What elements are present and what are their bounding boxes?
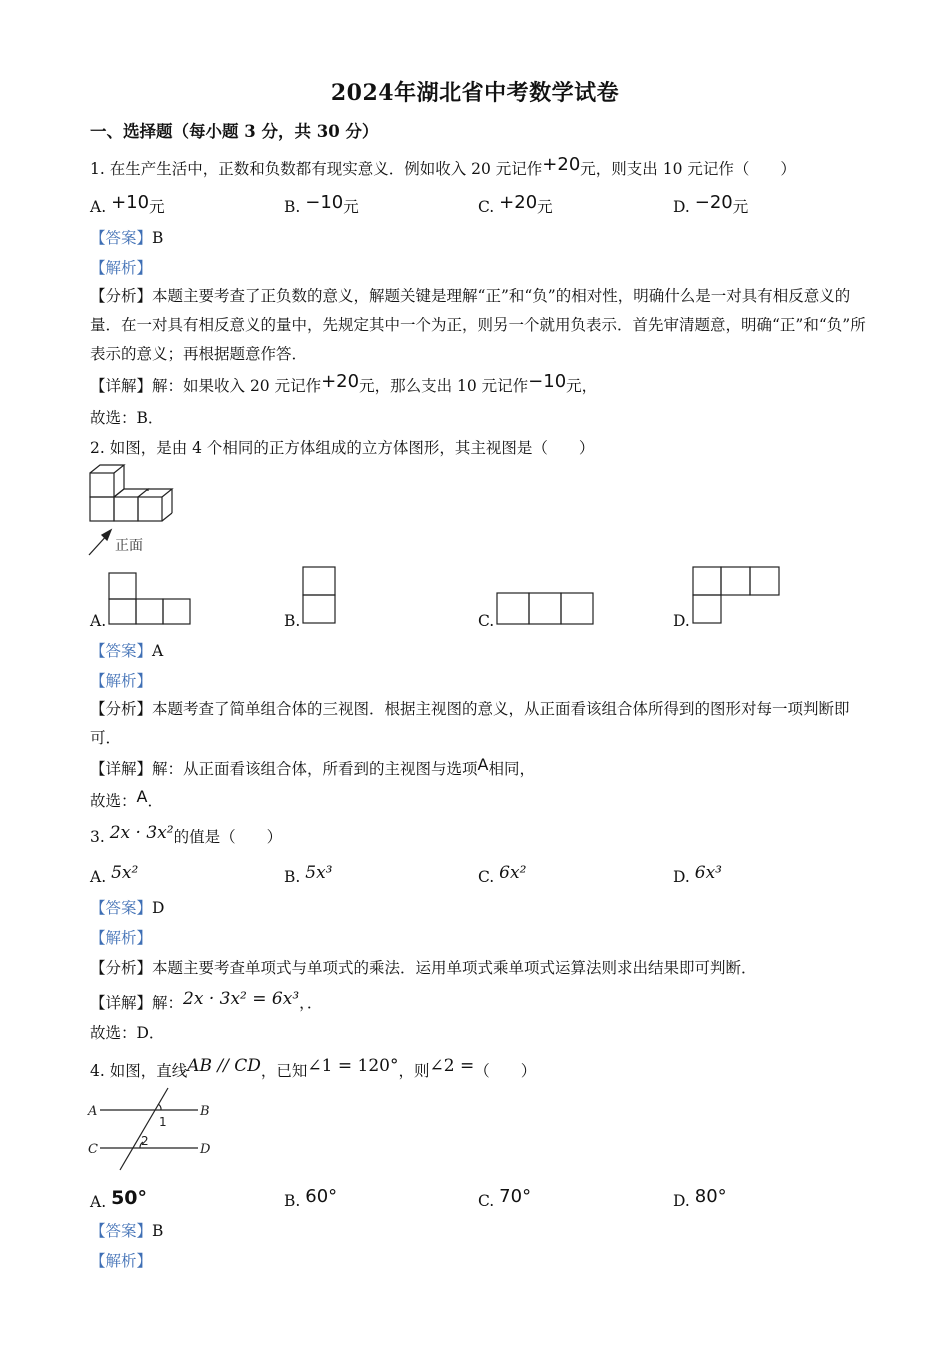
- question-3-stem: 3. 2x · 3x²的值是（ ）: [90, 823, 283, 846]
- q2-option-b-figure: [302, 565, 342, 627]
- math-expression: +20: [542, 154, 581, 175]
- question-2-stem: 2. 如图，是由 4 个相同的正方体组成的立方体图形，其主视图是（ ）: [90, 439, 595, 457]
- q1-analysis-tag: 【解析】: [90, 259, 153, 277]
- q2-option-c-label: C.: [478, 612, 495, 630]
- q1-choose: 故选：B．: [90, 409, 164, 427]
- question-4-stem: 4. 如图，直线AB // CD，已知∠1 = 120°，则∠2 =（ ）: [90, 1056, 537, 1080]
- q2-option-a-label: A.: [90, 612, 107, 630]
- q1-option-c: C. +20元: [478, 192, 553, 216]
- q3-analysis-tag: 【解析】: [90, 929, 153, 947]
- label-a: A: [88, 1104, 98, 1119]
- q4-option-d: D. 80°: [673, 1186, 727, 1210]
- q1-answer: 【答案】B: [90, 229, 164, 247]
- q1-xiangjie: 【详解】解：如果收入 20 元记作+20元，那么支出 10 元记作−10元，: [90, 371, 598, 395]
- q1-option-b: B. −10元: [284, 192, 359, 216]
- q2-xiangjie: 【详解】解：从正面看该组合体，所看到的主视图与选项A相同，: [90, 755, 535, 778]
- q2-option-b-label: B.: [284, 612, 301, 630]
- q2-answer: 【答案】A: [90, 642, 164, 660]
- angle-2-label: 2: [141, 1134, 149, 1148]
- q4-answer: 【答案】B: [90, 1222, 164, 1240]
- q2-option-d-label: D.: [673, 612, 690, 630]
- q2-fenxi: 【分析】本题考查了简单组合体的三视图．根据主视图的意义，从正面看该组合体所得到的图形对每一项判断即可．: [90, 700, 850, 747]
- q1-option-a: A. +10元: [90, 192, 165, 216]
- q3-fenxi: 【分析】本题主要考查单项式与单项式的乘法．运用单项式乘单项式运算法则求出结果即可判断．: [90, 959, 757, 977]
- q2-option-a-figure: [108, 570, 198, 630]
- page-title: 2024年湖北省中考数学试卷: [330, 80, 620, 106]
- q3-choose: 故选：D．: [90, 1024, 165, 1042]
- label-b: B: [200, 1104, 210, 1119]
- q4-option-a: A. 50°: [90, 1187, 148, 1211]
- front-label: 正面: [115, 538, 143, 554]
- q4-option-c: C. 70°: [478, 1186, 532, 1210]
- label-d: D: [200, 1142, 211, 1157]
- q2-option-d-figure: [692, 565, 782, 627]
- q4-analysis-tag: 【解析】: [90, 1252, 153, 1270]
- q3-answer: 【答案】D: [90, 899, 165, 917]
- question-1-stem: 1. 在生产生活中，正数和负数都有现实意义．例如收入 20 元记作+20元，则支出 10 元记作（ ）: [90, 154, 796, 178]
- q1-fenxi: 【分析】本题主要考查了正负数的意义，解题关键是理解“正”和“负”的相对性，明确什么是一对具有相反意义的量．在一对具有相反意义的量中，先规定其中一个为正，则另一个就用负表示．首先审清题意，明确“正”和“负”所表示的意义；再根据题意作答．: [90, 287, 866, 363]
- angle-1-label: 1: [159, 1115, 167, 1129]
- q1-option-d: D. −20元: [673, 192, 749, 216]
- q3-option-b: B. 5x³: [284, 863, 333, 886]
- q3-option-d: D. 6x³: [673, 863, 722, 886]
- q2-option-c-figure: [496, 591, 596, 627]
- q2-choose: 故选：A．: [90, 787, 163, 810]
- section-heading: 一、选择题（每小题 3 分，共 30 分）: [90, 122, 379, 141]
- q4-option-b: B. 60°: [284, 1186, 338, 1210]
- q2-analysis-tag: 【解析】: [90, 672, 153, 690]
- q3-xiangjie: 【详解】解：2x · 3x² = 6x³，．: [90, 989, 323, 1012]
- q3-option-c: C. 6x²: [478, 863, 527, 886]
- q3-option-a: A. 5x²: [90, 863, 139, 886]
- parallel-lines-figure: [88, 1085, 218, 1175]
- label-c: C: [88, 1142, 98, 1157]
